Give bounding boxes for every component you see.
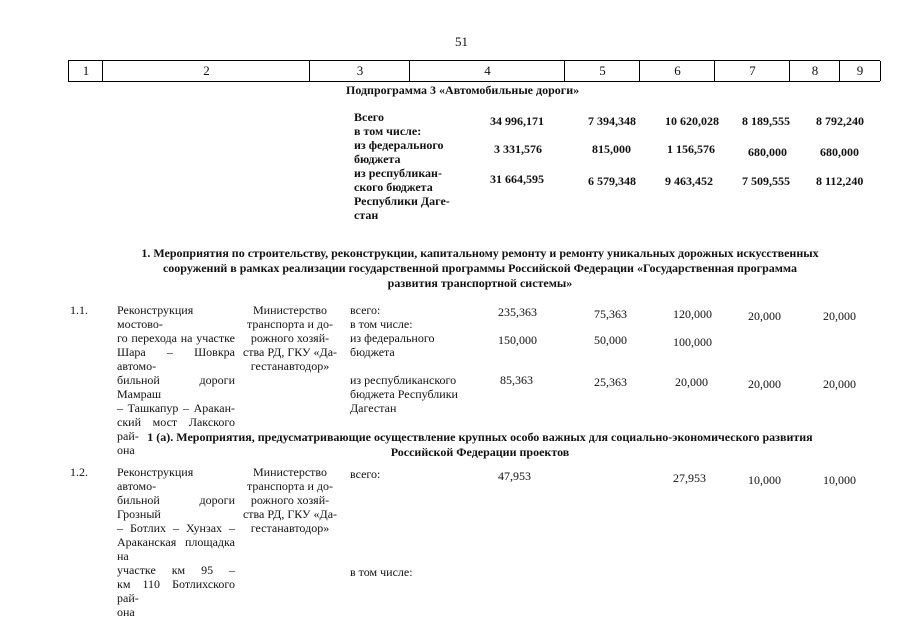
item-value: 10,000 bbox=[823, 473, 856, 487]
item-value: 50,000 bbox=[594, 333, 627, 347]
item-value: 27,953 bbox=[673, 471, 706, 485]
funding-source-republic bbox=[350, 373, 458, 415]
item-name-line: – Ташкапур – Аракан- bbox=[117, 401, 235, 415]
totals-value: 34 996,171 bbox=[490, 114, 544, 128]
funding-source-total bbox=[350, 303, 413, 331]
executor-line: Министерство bbox=[253, 303, 327, 317]
totals-value: 815,000 bbox=[592, 142, 631, 156]
totals-value: 1 156,576 bbox=[667, 142, 715, 156]
totals-label: Республики Даге- bbox=[354, 194, 450, 208]
totals-label: ского бюджета bbox=[354, 180, 433, 194]
totals-value: 10 620,028 bbox=[665, 114, 719, 128]
item-name-line: бильной дороги Мамраш bbox=[117, 373, 235, 401]
executor-line: транспорта и до- bbox=[247, 317, 333, 331]
item-name-line: км 110 Ботлихского рай- bbox=[117, 577, 235, 605]
totals-labels bbox=[354, 110, 464, 222]
section-1a-title bbox=[100, 430, 860, 460]
item-value: 20,000 bbox=[748, 377, 781, 391]
totals-value: 9 463,452 bbox=[665, 174, 713, 188]
item-value: 20,000 bbox=[748, 309, 781, 323]
section-title-line: Российской Федерации проектов bbox=[390, 445, 570, 459]
item-name-line: Реконструкция мостово- bbox=[117, 303, 194, 331]
item-name-line: го перехода на участке bbox=[117, 331, 235, 345]
source-line: бюджета bbox=[350, 345, 395, 359]
item-name-line: – Ботлих – Хунзах – bbox=[117, 521, 235, 535]
column-header-8: 8 bbox=[789, 61, 840, 81]
executor-line: рожного хозяй- bbox=[250, 331, 330, 345]
item-value: 10,000 bbox=[748, 473, 781, 487]
totals-value: 8 792,240 bbox=[816, 114, 864, 128]
column-header-9: 9 bbox=[839, 61, 881, 81]
source-line: бюджета Республики bbox=[350, 387, 458, 401]
executor-line: транспорта и до- bbox=[247, 479, 333, 493]
totals-value: 7 394,348 bbox=[588, 114, 636, 128]
totals-value: 8 112,240 bbox=[816, 174, 864, 188]
executor-line: гестанавтодор» bbox=[250, 521, 330, 535]
executor-line: гестанавтодор» bbox=[250, 359, 330, 373]
item-value: 85,363 bbox=[500, 373, 533, 387]
item-name-line: бильной дороги Грозный bbox=[117, 493, 235, 521]
item-name-line: Шара – Шовкра автомо- bbox=[117, 345, 235, 373]
column-header-6: 6 bbox=[639, 61, 715, 81]
column-header-1: 1 bbox=[68, 61, 103, 81]
item-number: 1.1. bbox=[70, 303, 88, 317]
executor-line: Министерство bbox=[253, 465, 327, 479]
item-value: 25,363 bbox=[594, 375, 627, 389]
section-1-title bbox=[100, 246, 860, 291]
funding-source-total: всего: bbox=[350, 467, 381, 481]
totals-label: в том числе: bbox=[354, 124, 422, 138]
column-header-2: 2 bbox=[102, 61, 310, 81]
totals-value: 3 331,576 bbox=[494, 142, 542, 156]
totals-value: 680,000 bbox=[820, 145, 859, 159]
totals-value: 7 509,555 bbox=[742, 174, 790, 188]
item-value: 20,000 bbox=[675, 375, 708, 389]
item-value: 235,363 bbox=[498, 305, 537, 319]
item-name-line: Араканская площадка на bbox=[117, 535, 235, 563]
source-line: в том числе: bbox=[350, 317, 413, 331]
section-title-line: сооружений в рамках реализации государственной программы Российской Федерации «Государственная программа bbox=[162, 261, 798, 275]
column-header-7: 7 bbox=[714, 61, 790, 81]
source-line: из республиканского bbox=[350, 373, 457, 387]
column-header-3: 3 bbox=[309, 61, 410, 81]
executor-line: рожного хозяй- bbox=[250, 493, 330, 507]
item-executor bbox=[238, 303, 342, 373]
totals-value: 8 189,555 bbox=[742, 114, 790, 128]
totals-label: из федерального bbox=[354, 138, 444, 152]
section-title-line: 1 (а). Мероприятия, предусматривающие осуществление крупных особо важных для социально-экономического развития bbox=[147, 430, 813, 444]
totals-label: Всего bbox=[354, 110, 384, 124]
item-executor bbox=[238, 465, 342, 535]
totals-value: 31 664,595 bbox=[490, 172, 544, 186]
source-line: из федерального bbox=[350, 331, 435, 345]
source-line: Дагестан bbox=[350, 401, 397, 415]
funding-source-incl: в том числе: bbox=[350, 565, 413, 579]
column-header-row bbox=[68, 60, 880, 82]
item-name-line: она bbox=[117, 443, 135, 457]
item-value: 100,000 bbox=[673, 335, 712, 349]
section-title-line: развития транспортной системы» bbox=[387, 276, 573, 290]
item-value: 120,000 bbox=[673, 307, 712, 321]
item-number: 1.2. bbox=[70, 465, 88, 479]
item-name bbox=[117, 465, 235, 619]
subprogram-title: Подпрограмма 3 «Автомобильные дороги» bbox=[346, 83, 580, 97]
item-value: 75,363 bbox=[594, 307, 627, 321]
totals-value: 680,000 bbox=[748, 145, 787, 159]
totals-label: из республикан- bbox=[354, 166, 442, 180]
column-header-5: 5 bbox=[564, 61, 640, 81]
executor-line: ства РД, ГКУ «Да- bbox=[242, 507, 338, 521]
executor-line: ства РД, ГКУ «Да- bbox=[242, 345, 338, 359]
totals-value: 6 579,348 bbox=[588, 174, 636, 188]
totals-label: стан bbox=[354, 208, 379, 222]
totals-label: бюджета bbox=[354, 152, 401, 166]
item-name-line: участке км 95 – bbox=[117, 563, 235, 577]
item-value: 150,000 bbox=[498, 333, 537, 347]
item-name-line: она bbox=[117, 605, 135, 619]
item-value: 47,953 bbox=[498, 469, 531, 483]
item-name-line: ский мост Лакского рай- bbox=[117, 415, 235, 443]
item-value: 20,000 bbox=[823, 309, 856, 323]
column-header-4: 4 bbox=[409, 61, 565, 81]
source-line: всего: bbox=[350, 303, 381, 317]
item-name-line: Реконструкция автомо- bbox=[117, 465, 194, 493]
funding-source-federal bbox=[350, 331, 434, 359]
item-value: 20,000 bbox=[823, 377, 856, 391]
section-title-line: 1. Мероприятия по строительству, реконструкции, капитальному ремонту и ремонту уникальных дорожных искусственных bbox=[141, 246, 819, 260]
page-number: 51 bbox=[455, 34, 468, 49]
